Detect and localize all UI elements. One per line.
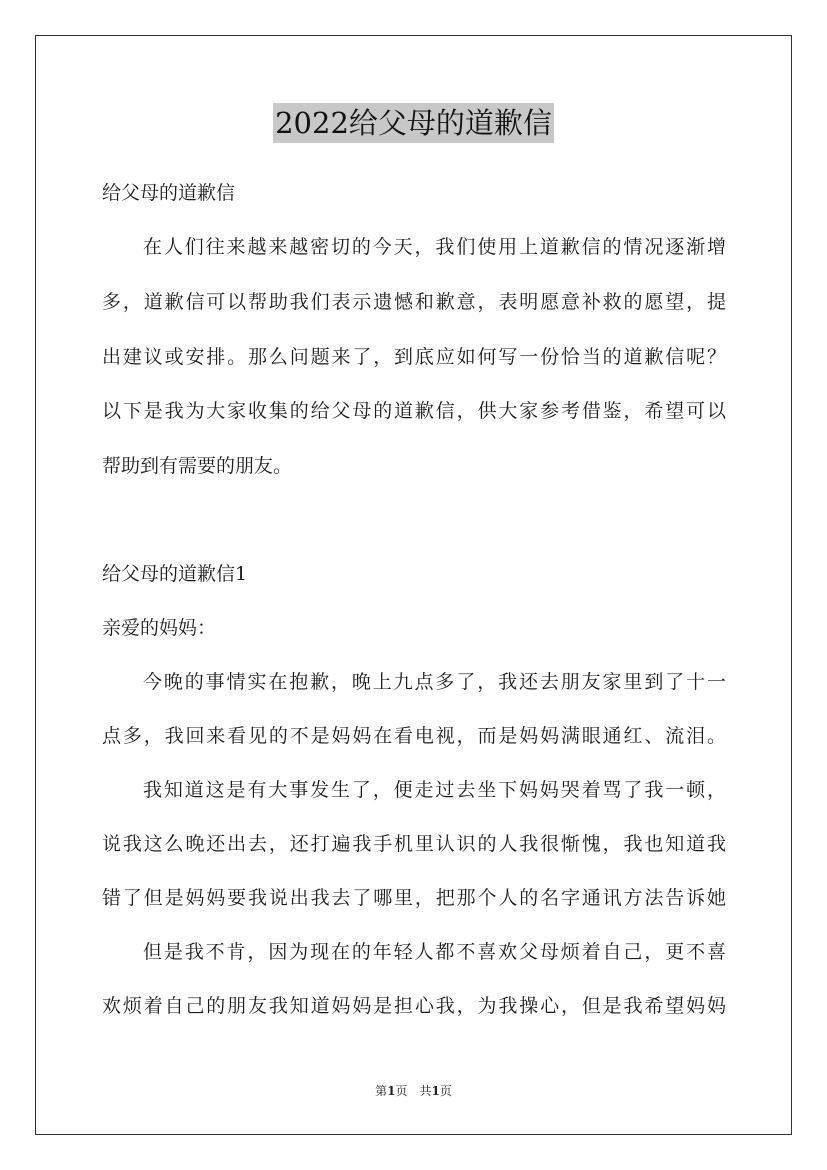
para3-line-1[interactable]: 但是我不肯，因为现在的年轻人都不喜欢父母烦着自己，更不喜 xyxy=(143,941,726,963)
intro-line-5[interactable]: 帮助到有需要的朋友。 xyxy=(102,455,293,477)
intro-line-3[interactable]: 出建议或安排。那么问题来了，到底应如何写一份恰当的道歉信呢？ xyxy=(102,346,726,368)
para1-line-1[interactable]: 今晚的事情实在抱歉，晚上九点多了，我还去朋友家里到了十一 xyxy=(143,671,726,693)
footer-suffix: 页 xyxy=(439,1084,452,1098)
para1-line-2[interactable]: 点多，我回来看见的不是妈妈在看电视，而是妈妈满眼通红、流泪。 xyxy=(102,725,726,747)
footer-prefix: 第 xyxy=(375,1084,388,1098)
para2-line-1[interactable]: 我知道这是有大事发生了，便走过去坐下妈妈哭着骂了我一顿， xyxy=(143,779,726,801)
page-footer xyxy=(0,1083,827,1099)
footer-mid: 页 共 xyxy=(395,1084,432,1098)
letter-heading[interactable]: 给父母的道歉信1 xyxy=(102,563,248,585)
subtitle[interactable]: 给父母的道歉信 xyxy=(102,182,236,204)
intro-line-4[interactable]: 以下是我为大家收集的给父母的道歉信，供大家参考借鉴，希望可以 xyxy=(102,400,726,422)
para2-line-2[interactable]: 说我这么晚还出去，还打遍我手机里认识的人我很惭愧，我也知道我 xyxy=(102,833,726,855)
document-title[interactable]: 2022给父母的道歉信 xyxy=(273,103,554,143)
footer-page-total: 1 xyxy=(431,1084,440,1098)
intro-line-1[interactable]: 在人们往来越来越密切的今天，我们使用上道歉信的情况逐渐增 xyxy=(143,236,726,258)
footer-page-number: 1 xyxy=(387,1084,396,1098)
title-container xyxy=(0,103,827,143)
para3-line-2[interactable]: 欢烦着自己的朋友我知道妈妈是担心我，为我操心，但是我希望妈妈 xyxy=(102,995,726,1017)
para2-line-3[interactable]: 错了但是妈妈要我说出我去了哪里，把那个人的名字通讯方法告诉她 xyxy=(102,887,726,909)
salutation[interactable]: 亲爱的妈妈： xyxy=(102,617,217,639)
intro-line-2[interactable]: 多，道歉信可以帮助我们表示遗憾和歉意，表明愿意补救的愿望，提 xyxy=(102,291,726,313)
